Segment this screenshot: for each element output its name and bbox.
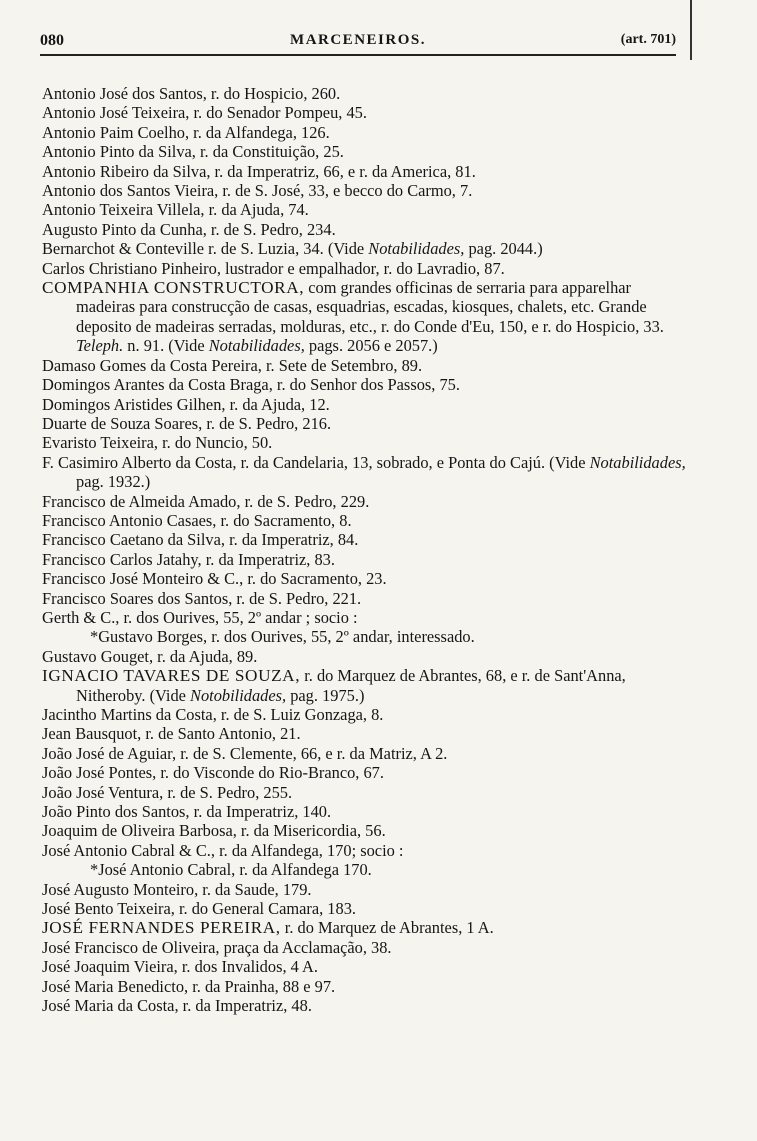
entry-text: r. dos Invalidos, 4 A.	[177, 957, 318, 977]
directory-entry	[42, 375, 690, 394]
entry-text: com grandes officinas de serraria para apparelhar madeiras para construcção de casas, esquadrias, escadas, kiosques, chalets, etc. Grande deposito de madeiras serradas, molduras, etc., r. do Conde d'Eu, 150, e r. do Hospicio, 33.	[76, 278, 664, 336]
directory-entry	[42, 977, 690, 996]
page-header	[40, 30, 676, 56]
entry-name: José Joaquim Vieira,	[42, 957, 178, 977]
directory-entry	[42, 821, 690, 840]
entry-name: Francisco de Almeida Amado,	[42, 491, 241, 511]
entry-list	[42, 84, 690, 1016]
directory-entry	[42, 433, 690, 452]
directory-entry	[42, 724, 690, 743]
entry-name: Evaristo Teixeira,	[42, 433, 158, 453]
directory-entry	[42, 783, 690, 802]
entry-text: r. da Ajuda, 89.	[153, 646, 258, 666]
directory-entry	[42, 763, 690, 782]
directory-entry	[42, 356, 690, 375]
entry-text: r. de S. Pedro, 255.	[163, 782, 293, 802]
entry-text: r. da Alfandega 170.	[235, 860, 372, 880]
directory-entry	[42, 181, 690, 200]
entry-name: Jacintho Martins da Costa,	[42, 705, 217, 724]
margin-rule	[690, 0, 692, 60]
entry-name: Francisco Soares dos Santos,	[42, 588, 233, 608]
entry-text: r. do General Camara, 183.	[174, 899, 356, 919]
directory-entry	[42, 200, 690, 219]
entry-name: João José Pontes,	[42, 763, 157, 783]
entry-name: José Francisco de Oliveira,	[42, 937, 220, 957]
entry-text: r. de S. José, 33, e becco do Carmo, 7.	[218, 181, 473, 201]
directory-entry	[42, 550, 690, 569]
directory-entry	[42, 414, 690, 433]
entry-text: r. da Imperatriz, 84.	[224, 530, 359, 550]
entry-text: r. de S. Luiz Gonzaga, 8.	[216, 705, 384, 724]
entry-text: r. do Senador Pompeu, 45.	[189, 103, 367, 123]
entry-text: r. do Nuncio, 50.	[157, 433, 273, 453]
entry-italic: Notabilidades,	[368, 239, 465, 259]
entry-text: lustrador e empalhador, r. do Lavradio, 87.	[220, 258, 505, 278]
directory-entry	[42, 453, 690, 492]
entry-text: r. da Imperatriz, 66, e r. da America, 81.	[210, 161, 476, 181]
entry-name: João José Ventura,	[42, 782, 164, 802]
entry-name: F. Casimiro Alberto da Costa,	[42, 452, 237, 472]
directory-entry	[42, 511, 690, 530]
entry-text: r. da Imperatriz, 83.	[201, 549, 335, 569]
entry-name: Domingos Arantes da Costa Braga,	[42, 375, 273, 395]
entry-name: Gerth & C.,	[42, 607, 120, 627]
partner-entry	[42, 627, 690, 646]
directory-entry	[42, 84, 690, 103]
directory-entry	[42, 744, 690, 763]
directory-entry	[42, 569, 690, 588]
entry-text: r. da Misericordia, 56.	[236, 821, 386, 841]
entry-name: Gustavo Gouget,	[42, 646, 154, 666]
directory-entry	[42, 278, 690, 356]
directory-entry	[42, 880, 690, 899]
directory-entry	[42, 647, 690, 666]
entry-italic: Notobilidades,	[190, 685, 287, 705]
entry-name: Jean Bausquot,	[42, 724, 142, 744]
entry-text: pags. 2056 e 2057.)	[304, 336, 438, 356]
entry-name: Francisco José Monteiro & C.,	[42, 569, 244, 589]
partner-entry	[42, 860, 690, 879]
entry-name: João José de Aguiar,	[42, 743, 177, 763]
entry-text: r. do Hospicio, 260.	[206, 84, 341, 103]
entry-text: r. do Marquez de Abrantes, 68, e r. de Sant'Anna, Nitheroby. (Vide	[76, 666, 626, 705]
entry-text: r. de S. Pedro, 234.	[206, 219, 336, 239]
directory-entry	[42, 899, 690, 918]
entry-text: r. da Imperatriz, 140.	[189, 802, 332, 822]
directory-entry	[42, 666, 690, 705]
entry-name: IGNACIO TAVARES DE SOUZA,	[42, 666, 301, 686]
entry-name: COMPANHIA CONSTRUCTORA,	[42, 278, 305, 298]
entry-italic: Notabilidades,	[208, 336, 305, 356]
entry-italic: Teleph.	[76, 336, 124, 356]
directory-entry	[42, 841, 690, 860]
entry-text: r. de S. Pedro, 221.	[232, 588, 362, 608]
entry-text: r. da Candelaria, 13, sobrado, e Ponta do Cajú. (Vide	[236, 452, 590, 472]
entry-name: José Augusto Monteiro,	[42, 879, 199, 899]
entry-name: Augusto Pinto da Cunha,	[42, 219, 207, 239]
page-number: 080	[40, 32, 64, 49]
entry-name: Damaso Gomes da Costa Pereira,	[42, 355, 262, 375]
entry-text: r. de S. Pedro, 216.	[202, 413, 332, 433]
entry-name: JOSÉ FERNANDES PEREIRA,	[42, 918, 281, 938]
entry-text: r. do Senhor dos Passos, 75.	[272, 375, 460, 395]
entry-name: Antonio Teixeira Villela,	[42, 200, 205, 220]
entry-name: *José Antonio Cabral,	[90, 860, 236, 880]
entry-name: Francisco Caetano da Silva,	[42, 530, 225, 550]
directory-entry	[42, 918, 690, 937]
directory-entry	[42, 123, 690, 142]
directory-entry	[42, 103, 690, 122]
entry-name: Francisco Carlos Jatahy,	[42, 549, 202, 569]
directory-entry	[42, 259, 690, 278]
entry-text: r. da Saude, 179.	[198, 879, 312, 899]
entry-text: r. Sete de Setembro, 89.	[261, 355, 423, 375]
directory-entry	[42, 239, 690, 258]
entry-text: r. de Santo Antonio, 21.	[141, 724, 301, 744]
entry-text: pag. 1975.)	[286, 685, 365, 705]
entry-text: r. do Sacramento, 23.	[243, 569, 387, 589]
entry-name: Antonio Ribeiro da Silva,	[42, 161, 211, 181]
entry-name: Antonio José dos Santos,	[42, 84, 207, 103]
entry-name: *Gustavo Borges,	[90, 627, 208, 647]
directory-entry	[42, 802, 690, 821]
directory-entry	[42, 395, 690, 414]
entry-name: Duarte de Souza Soares,	[42, 413, 203, 433]
entry-italic: Notabilidades,	[589, 452, 686, 472]
page-title: MARCENEIROS.	[290, 32, 426, 48]
entry-text: r. dos Ourives, 55, 2º andar, interessado.	[207, 627, 475, 647]
entry-name: Bernarchot & Conteville	[42, 239, 205, 259]
entry-name: João Pinto dos Santos,	[42, 802, 190, 822]
entry-name: Antonio Paim Coelho,	[42, 122, 190, 142]
entry-name: José Maria Benedicto,	[42, 976, 189, 996]
directory-entry	[42, 705, 690, 724]
entry-text: r. de S. Clemente, 66, e r. da Matriz, A 2.	[176, 743, 448, 763]
entry-name: Antonio Pinto da Silva,	[42, 142, 196, 162]
entry-text: r. da Imperatriz, 48.	[178, 996, 312, 1016]
entry-text: r. do Sacramento, 8.	[216, 510, 352, 530]
directory-entry	[42, 957, 690, 976]
entry-name: Francisco Antonio Casaes,	[42, 510, 217, 530]
directory-entry	[42, 938, 690, 957]
entry-text: r. de S. Luzia, 34. (Vide	[204, 239, 369, 259]
directory-entry	[42, 996, 690, 1015]
directory-entry	[42, 162, 690, 181]
entry-name: Joaquim de Oliveira Barbosa,	[42, 821, 237, 841]
directory-entry	[42, 589, 690, 608]
section-reference: (art. 701)	[620, 32, 676, 47]
directory-entry	[42, 142, 690, 161]
entry-name: Carlos Christiano Pinheiro,	[42, 258, 221, 278]
entry-text: r. do Marquez de Abrantes, 1 A.	[280, 918, 494, 938]
entry-name: Domingos Aristides Gilhen,	[42, 394, 226, 414]
entry-text: r. de S. Pedro, 229.	[240, 491, 370, 511]
directory-entry	[42, 608, 690, 627]
entry-text: pag. 1932.)	[76, 472, 151, 492]
entry-text: r. da Ajuda, 12.	[225, 394, 330, 414]
entry-name: Antonio dos Santos Vieira,	[42, 181, 219, 201]
entry-name: José Maria da Costa,	[42, 996, 179, 1016]
entry-text: praça da Acclamação, 38.	[219, 937, 392, 957]
entry-text: pag. 2044.)	[464, 239, 543, 259]
entry-text: r. da Ajuda, 74.	[204, 200, 309, 220]
entry-text: r. da Constituição, 25.	[195, 142, 344, 162]
entry-name: Antonio José Teixeira,	[42, 103, 190, 123]
entry-name: José Bento Teixeira,	[42, 899, 175, 919]
entry-text: r. do Visconde do Rio-Branco, 67.	[156, 763, 384, 783]
entry-text: r. dos Ourives, 55, 2º andar ; socio :	[119, 607, 358, 627]
entry-text: r. da Alfandega, 170; socio :	[215, 840, 404, 860]
entry-text: r. da Prainha, 88 e 97.	[188, 976, 336, 996]
entry-text: r. da Alfandega, 126.	[189, 122, 330, 142]
directory-entry	[42, 492, 690, 511]
directory-entry	[42, 220, 690, 239]
entry-text: n. 91. (Vide	[123, 336, 209, 356]
entry-name: José Antonio Cabral & C.,	[42, 840, 216, 860]
directory-entry	[42, 530, 690, 549]
